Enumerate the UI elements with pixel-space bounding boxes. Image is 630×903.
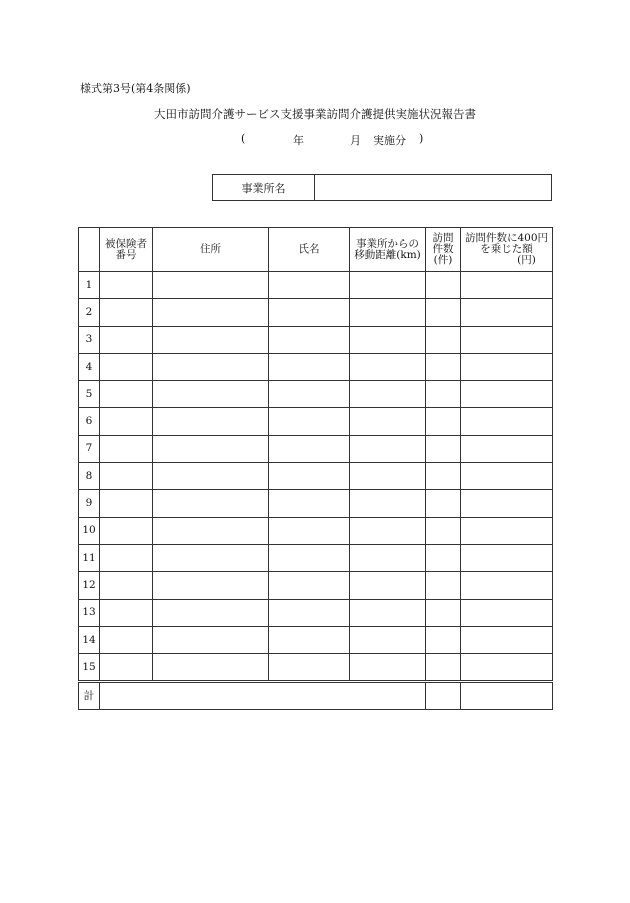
header-distance: 事業所からの 移動距離(km) [350,228,426,272]
name-cell[interactable] [269,463,350,490]
table-row [79,353,553,380]
insured-number-cell[interactable] [100,572,153,599]
insured-number-cell[interactable] [100,435,153,462]
insured-number-cell[interactable] [100,463,153,490]
address-cell[interactable] [153,299,269,326]
distance-cell[interactable] [350,326,426,353]
visit-count-cell[interactable] [426,654,461,682]
row-number: 8 [79,463,100,490]
amount-cell[interactable] [461,490,553,517]
visit-count-cell[interactable] [426,572,461,599]
amount-cell[interactable] [461,435,553,462]
row-number: 11 [79,544,100,571]
insured-number-cell[interactable] [100,599,153,626]
table-row [79,572,553,599]
office-name-box [212,174,552,201]
name-cell[interactable] [269,299,350,326]
header-row-number [79,228,100,272]
address-cell[interactable] [153,381,269,408]
row-number: 12 [79,572,100,599]
table-row [79,490,553,517]
amount-cell[interactable] [461,572,553,599]
amount-cell[interactable] [461,408,553,435]
total-row [79,682,553,710]
address-cell[interactable] [153,599,269,626]
amount-cell[interactable] [461,544,553,571]
insured-number-cell[interactable] [100,490,153,517]
header-name: 氏名 [269,228,350,272]
table-row [79,599,553,626]
row-number: 2 [79,299,100,326]
table-row [79,463,553,490]
table-row [79,626,553,653]
name-cell[interactable] [269,408,350,435]
distance-cell[interactable] [350,654,426,682]
row-number: 5 [79,381,100,408]
row-number: 7 [79,435,100,462]
insured-number-cell[interactable] [100,544,153,571]
distance-cell[interactable] [350,626,426,653]
total-label: 計 [79,682,100,710]
table-row [79,299,553,326]
insured-number-cell[interactable] [100,626,153,653]
address-cell[interactable] [153,517,269,544]
name-cell[interactable] [269,599,350,626]
office-name-field[interactable] [315,175,552,201]
table-row [79,326,553,353]
row-number: 6 [79,408,100,435]
amount-cell[interactable] [461,517,553,544]
distance-cell[interactable] [350,408,426,435]
distance-cell[interactable] [350,463,426,490]
period-suffix: 実施分 [373,134,406,147]
table-row [79,435,553,462]
amount-cell[interactable] [461,353,553,380]
name-cell[interactable] [269,435,350,462]
form-number: 様式第3号(第4条関係) [80,82,191,95]
address-cell[interactable] [153,626,269,653]
name-cell[interactable] [269,353,350,380]
period-close-paren: ) [419,132,424,145]
address-cell[interactable] [153,463,269,490]
amount-cell[interactable] [461,299,553,326]
amount-cell[interactable] [461,654,553,682]
name-cell[interactable] [269,326,350,353]
insured-number-cell[interactable] [100,299,153,326]
period-open-paren: ( [241,132,246,145]
visit-count-cell[interactable] [426,272,461,299]
amount-cell[interactable] [461,381,553,408]
total-blank-cell [100,682,426,710]
insured-number-cell[interactable] [100,408,153,435]
address-cell[interactable] [153,654,269,682]
table-row [79,544,553,571]
table-row [79,381,553,408]
period-year-label: 年 [293,134,304,147]
address-cell[interactable] [153,572,269,599]
distance-cell[interactable] [350,353,426,380]
amount-cell[interactable] [461,272,553,299]
visit-count-cell[interactable] [426,408,461,435]
row-number: 3 [79,326,100,353]
amount-cell[interactable] [461,463,553,490]
visit-count-cell[interactable] [426,353,461,380]
distance-cell[interactable] [350,544,426,571]
address-cell[interactable] [153,353,269,380]
row-number: 10 [79,517,100,544]
insured-number-cell[interactable] [100,381,153,408]
report-table [78,227,553,710]
office-name-label: 事業所名 [213,175,315,201]
amount-cell[interactable] [461,599,553,626]
name-cell[interactable] [269,572,350,599]
visit-count-cell[interactable] [426,463,461,490]
distance-cell[interactable] [350,272,426,299]
name-cell[interactable] [269,626,350,653]
address-cell[interactable] [153,544,269,571]
name-cell[interactable] [269,272,350,299]
total-amount-cell[interactable] [461,682,553,710]
amount-cell[interactable] [461,626,553,653]
visit-count-cell[interactable] [426,490,461,517]
header-visit-count: 訪問 件数 (件) [426,228,461,272]
address-cell[interactable] [153,435,269,462]
name-cell[interactable] [269,544,350,571]
row-number: 9 [79,490,100,517]
name-cell[interactable] [269,381,350,408]
table-row [79,272,553,299]
name-cell[interactable] [269,490,350,517]
insured-number-cell[interactable] [100,654,153,682]
distance-cell[interactable] [350,381,426,408]
address-cell[interactable] [153,490,269,517]
row-number: 4 [79,353,100,380]
distance-cell[interactable] [350,572,426,599]
address-cell[interactable] [153,272,269,299]
visit-count-cell[interactable] [426,299,461,326]
visit-count-cell[interactable] [426,326,461,353]
period-month-label: 月 [350,134,361,147]
insured-number-cell[interactable] [100,326,153,353]
visit-count-cell[interactable] [426,544,461,571]
row-number: 1 [79,272,100,299]
name-cell[interactable] [269,654,350,682]
row-number: 15 [79,654,100,682]
row-number: 13 [79,599,100,626]
table-row [79,517,553,544]
header-address: 住所 [153,228,269,272]
name-cell[interactable] [269,517,350,544]
distance-cell[interactable] [350,599,426,626]
address-cell[interactable] [153,326,269,353]
distance-cell[interactable] [350,435,426,462]
visit-count-cell[interactable] [426,435,461,462]
distance-cell[interactable] [350,517,426,544]
visit-count-cell[interactable] [426,517,461,544]
visit-count-cell[interactable] [426,381,461,408]
distance-cell[interactable] [350,299,426,326]
amount-cell[interactable] [461,326,553,353]
distance-cell[interactable] [350,490,426,517]
header-insured-number: 被保険者 番号 [100,228,153,272]
address-cell[interactable] [153,408,269,435]
insured-number-cell[interactable] [100,517,153,544]
document-title: 大田市訪問介護サービス支援事業訪問介護提供実施状況報告書 [154,107,476,121]
table-row [79,654,553,682]
insured-number-cell[interactable] [100,353,153,380]
visit-count-cell[interactable] [426,599,461,626]
visit-count-cell[interactable] [426,626,461,653]
header-amount: 訪問件数に400円 を乗じた額 (円) [461,228,553,272]
table-header-row [79,228,553,272]
total-visit-count-cell[interactable] [426,682,461,710]
row-number: 14 [79,626,100,653]
insured-number-cell[interactable] [100,272,153,299]
table-row [79,408,553,435]
